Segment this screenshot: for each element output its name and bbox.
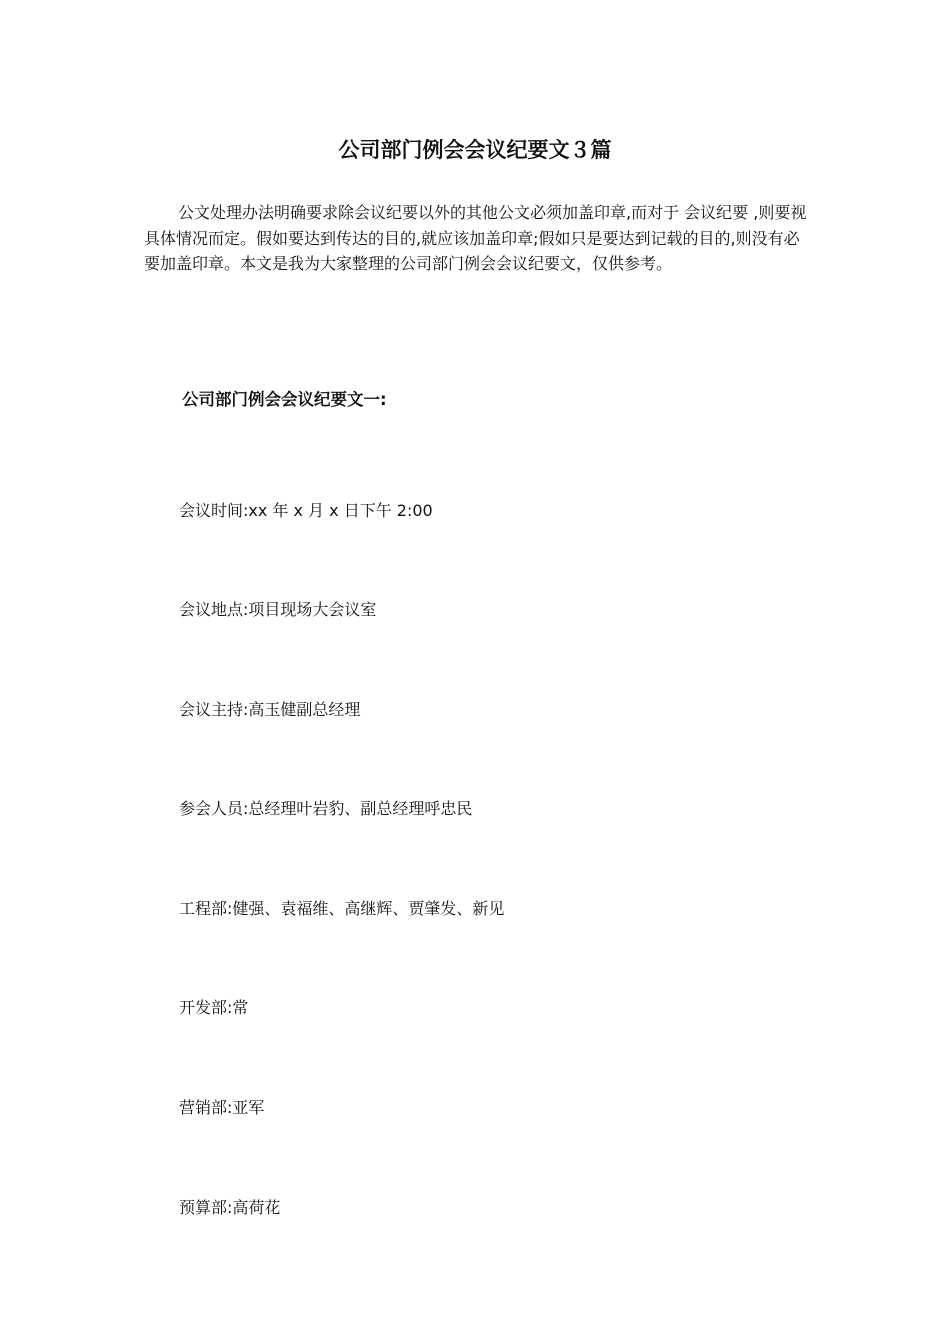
development-dept-line [179, 996, 248, 1020]
meeting-host-label: 会议主持: [179, 700, 249, 719]
marketing-dept-value: 亚军 [232, 1098, 265, 1117]
meeting-place-label: 会议地点: [179, 600, 249, 619]
attendees-label: 参会人员: [179, 799, 249, 818]
meeting-host-line [179, 698, 360, 722]
meeting-time-label: 会议时间: [179, 501, 249, 520]
marketing-dept-label: 营销部: [179, 1098, 233, 1117]
document-title: 公司部门例会会议纪要文３篇 [338, 138, 612, 162]
meeting-place-value: 项目现场大会议室 [248, 600, 377, 619]
attendees-line [179, 797, 472, 821]
meeting-time-line [179, 499, 433, 523]
meeting-place-line [179, 598, 376, 622]
meeting-time-value: xx 年 x 月 x 日下午 2:00 [248, 501, 433, 520]
intro-paragraph: 公文处理办法明确要求除会议纪要以外的其他公文必须加盖印章,而对于 会议纪要 ,则要视具体情况而定。假如要达到传达的目的,就应该加盖印章;假如只是要达到记载的目的,则没有必要加盖印章。本文是我为大家整理的公司部门例会会议纪要文，仅供参考。 [144, 203, 807, 273]
budget-dept-line [179, 1196, 280, 1220]
budget-dept-value: 高荷花 [232, 1198, 281, 1217]
section-heading: 公司部门例会会议纪要文一: [182, 390, 387, 409]
meeting-host-value: 高玉健副总经理 [248, 700, 361, 719]
marketing-dept-line [179, 1096, 264, 1120]
budget-dept-label: 预算部: [179, 1198, 233, 1217]
development-dept-value: 常 [232, 998, 249, 1017]
engineering-dept-value: 健强、袁福维、高继辉、贾肇发、新见 [232, 899, 505, 918]
development-dept-label: 开发部: [179, 998, 233, 1017]
engineering-dept-label: 工程部: [179, 899, 233, 918]
attendees-value: 总经理叶岩豹、副总经理呼忠民 [248, 799, 473, 818]
engineering-dept-line [179, 897, 504, 921]
